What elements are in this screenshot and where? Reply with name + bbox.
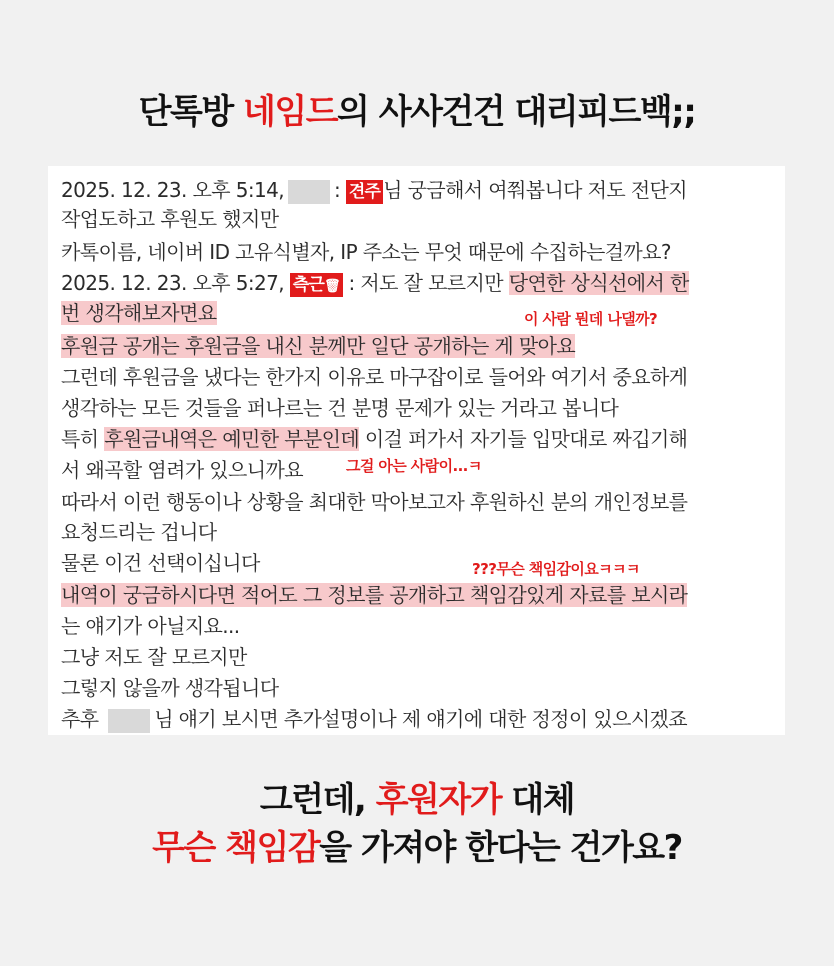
chat-line-14 <box>61 579 687 611</box>
title-part2: 의 사사건건 대리피드백;; <box>337 92 696 132</box>
annotation-note-1: 이 사람 뭔데 나댈까? <box>524 310 658 328</box>
chat-line-7: 그런데 후원금을 냈다는 한가지 이유로 마구잡이로 들어와 여기서 중요하게 <box>61 365 688 389</box>
bottom-text: 대체 <box>501 780 575 820</box>
bottom-red-text: 무슨 책임감 <box>152 828 320 868</box>
redacted-name <box>288 180 330 204</box>
chat-line-5 <box>61 297 217 329</box>
chat-line-4 <box>61 267 689 299</box>
highlighted-text: 내역이 궁금하시다면 적어도 그 정보를 공개하고 책임감있게 자료를 보시라 <box>61 583 688 607</box>
message-timestamp: 2025. 12. 23. 오후 5:27, <box>61 271 285 295</box>
text-post: 님 얘기 보시면 추가설명이나 제 얘기에 대한 정정이 있으시겠죠 <box>154 707 687 731</box>
chat-line-2: 작업도하고 후원도 했지만 <box>61 207 279 231</box>
chat-line-6 <box>61 330 575 362</box>
name-tag-cheukgeun <box>290 273 343 297</box>
trash-icon: 🗑 <box>324 278 340 294</box>
bottom-line-1 <box>0 772 834 821</box>
text-pre: 특히 <box>61 427 105 451</box>
page-title <box>0 84 834 133</box>
title-part1: 단톡방 <box>138 92 243 132</box>
message-text: 님 궁금해서 여쭤봅니다 저도 전단지 <box>383 178 688 202</box>
annotation-note-2: 그걸 아는 사람이...ㅋ <box>346 457 482 475</box>
message-text: : 저도 잘 모르지만 <box>348 271 509 295</box>
bottom-red-text: 후원자가 <box>375 780 502 820</box>
bottom-text: 그런데, <box>259 780 376 820</box>
message-timestamp: 2025. 12. 23. 오후 5:14, <box>61 178 285 202</box>
text-pre: 추후 <box>61 707 105 731</box>
bottom-line-2 <box>0 820 834 869</box>
redacted-name <box>108 709 150 733</box>
chat-line-15: 는 얘기가 아닐지요... <box>61 614 240 638</box>
title-highlight: 네임드 <box>243 92 338 132</box>
chat-line-1 <box>61 174 687 206</box>
name-tag-gyeonju: 견주 <box>346 180 383 204</box>
chat-screenshot <box>48 166 785 735</box>
bottom-text: 을 가져야 한다는 건가요? <box>319 828 682 868</box>
text-post: 이걸 퍼가서 자기들 입맛대로 짜깁기해 <box>359 427 688 451</box>
chat-line-13: 물론 이건 선택이십니다 <box>61 551 260 575</box>
annotation-note-3: ???무슨 책임감이요ㅋㅋㅋ <box>472 560 640 578</box>
highlighted-text: 후원금 공개는 후원금을 내신 분께만 일단 공개하는 게 맞아요 <box>61 334 576 358</box>
chat-line-17: 그렇지 않을까 생각됩니다 <box>61 676 279 700</box>
chat-line-9 <box>61 423 687 455</box>
chat-line-11: 따라서 이런 행동이나 상황을 최대한 막아보고자 후원하신 분의 개인정보를 <box>61 490 688 514</box>
chat-line-16: 그냥 저도 잘 모르지만 <box>61 645 247 669</box>
chat-line-3: 카톡이름, 네이버 ID 고유식별자, IP 주소는 무엇 때문에 수집하는걸까요? <box>61 240 671 264</box>
highlighted-text: 당연한 상식선에서 한 <box>508 271 689 295</box>
colon-separator: : <box>334 178 341 202</box>
chat-line-18 <box>61 703 687 735</box>
chat-line-12: 요청드리는 겁니다 <box>61 520 217 544</box>
highlighted-text: 번 생각해보자면요 <box>61 301 217 325</box>
chat-line-10: 서 왜곡할 염려가 있으니까요 <box>61 458 303 482</box>
name-tag-label: 측근 <box>292 274 325 295</box>
chat-line-8: 생각하는 모든 것들을 퍼나르는 건 분명 문제가 있는 거라고 봅니다 <box>61 396 619 420</box>
highlighted-text: 후원금내역은 예민한 부분인데 <box>104 427 360 451</box>
